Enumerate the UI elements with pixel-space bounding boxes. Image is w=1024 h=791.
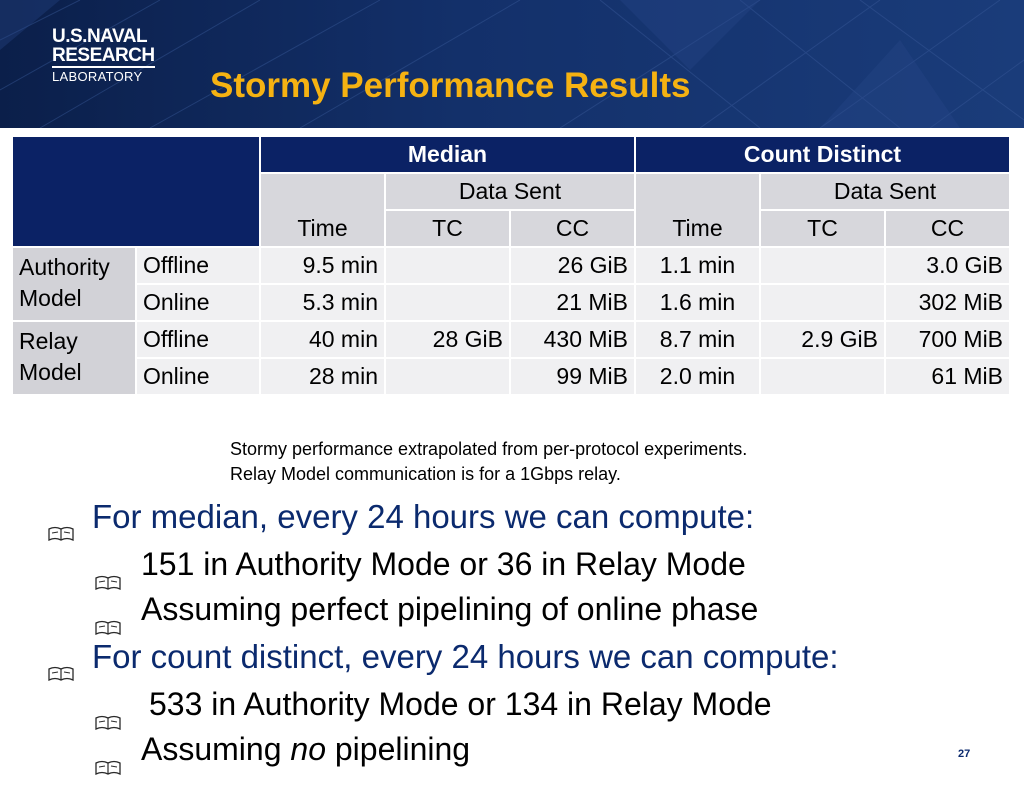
- subheader-median-time: Time: [260, 173, 385, 247]
- table-corner: [12, 136, 260, 247]
- median-tc-cell: 28 GiB: [385, 321, 510, 358]
- open-book-icon: [95, 562, 121, 599]
- bullet-text: [141, 731, 470, 768]
- cd-time-cell: 2.0 min: [635, 358, 760, 395]
- open-book-icon: [95, 747, 121, 784]
- table-row: [12, 321, 1010, 358]
- cd-tc-cell: [760, 247, 885, 284]
- header-median: Median: [260, 136, 635, 173]
- open-book-icon: [95, 702, 121, 739]
- logo-line3: LABORATORY: [52, 69, 143, 84]
- median-time-cell: 5.3 min: [260, 284, 385, 321]
- cd-cc-cell: 302 MiB: [885, 284, 1010, 321]
- logo-line1: U.S.NAVAL: [52, 26, 148, 47]
- median-tc-cell: [385, 358, 510, 395]
- median-cc-cell: 26 GiB: [510, 247, 635, 284]
- cd-tc-cell: 2.9 GiB: [760, 321, 885, 358]
- subheader-median-tc: TC: [385, 210, 510, 247]
- slide-header: [0, 0, 1024, 128]
- median-tc-cell: [385, 284, 510, 321]
- subheader-median-data-sent: Data Sent: [385, 173, 635, 210]
- nrl-logo: [52, 27, 155, 85]
- table-row: [12, 284, 1010, 321]
- bullet-text-post: pipelining: [334, 731, 471, 767]
- mode-cell: Offline: [136, 321, 260, 358]
- subheader-cd-time: Time: [635, 173, 760, 247]
- row-label-relay-model: Relay Model: [12, 321, 136, 395]
- table-footnote: [230, 437, 747, 487]
- median-time-cell: 40 min: [260, 321, 385, 358]
- bullet-text: 533 in Authority Mode or 134 in Relay Mode: [149, 686, 772, 722]
- cd-time-cell: 1.1 min: [635, 247, 760, 284]
- median-cc-cell: 21 MiB: [510, 284, 635, 321]
- cd-tc-cell: [760, 284, 885, 321]
- logo-line2: RESEARCH: [52, 45, 155, 66]
- results-table: [11, 135, 1011, 396]
- subheader-cd-data-sent: Data Sent: [760, 173, 1010, 210]
- median-cc-cell: 430 MiB: [510, 321, 635, 358]
- row-label-authority-model: Authority Model: [12, 247, 136, 321]
- cd-cc-cell: 700 MiB: [885, 321, 1010, 358]
- subheader-cd-cc: CC: [885, 210, 1010, 247]
- median-time-cell: 28 min: [260, 358, 385, 395]
- median-tc-cell: [385, 247, 510, 284]
- median-time-cell: 9.5 min: [260, 247, 385, 284]
- slide-title: Stormy Performance Results: [210, 66, 691, 105]
- cd-cc-cell: 3.0 GiB: [885, 247, 1010, 284]
- cd-tc-cell: [760, 358, 885, 395]
- cd-time-cell: 8.7 min: [635, 321, 760, 358]
- bullet-text-emphasis: no: [290, 731, 326, 767]
- bullet-text: For count distinct, every 24 hours we can compute:: [92, 638, 839, 675]
- header-count-distinct: Count Distinct: [635, 136, 1010, 173]
- mode-cell: Offline: [136, 247, 260, 284]
- bullet-text: 151 in Authority Mode or 36 in Relay Mode: [141, 546, 746, 582]
- median-cc-cell: 99 MiB: [510, 358, 635, 395]
- subheader-cd-tc: TC: [760, 210, 885, 247]
- table-row: [12, 247, 1010, 284]
- footnote-line2: Relay Model communication is for a 1Gbps relay.: [230, 464, 621, 484]
- cd-cc-cell: 61 MiB: [885, 358, 1010, 395]
- cd-time-cell: 1.6 min: [635, 284, 760, 321]
- subheader-median-cc: CC: [510, 210, 635, 247]
- mode-cell: Online: [136, 284, 260, 321]
- footnote-line1: Stormy performance extrapolated from per-protocol experiments.: [230, 439, 748, 459]
- open-book-icon: [48, 512, 74, 550]
- open-book-icon: [48, 652, 74, 690]
- bullet-text-pre: Assuming: [141, 731, 282, 767]
- table-row: [12, 358, 1010, 395]
- bullet-text: For median, every 24 hours we can compute:: [92, 498, 755, 535]
- mode-cell: Online: [136, 358, 260, 395]
- bullet-text: Assuming perfect pipelining of online phase: [141, 591, 759, 627]
- page-number: 27: [958, 748, 971, 760]
